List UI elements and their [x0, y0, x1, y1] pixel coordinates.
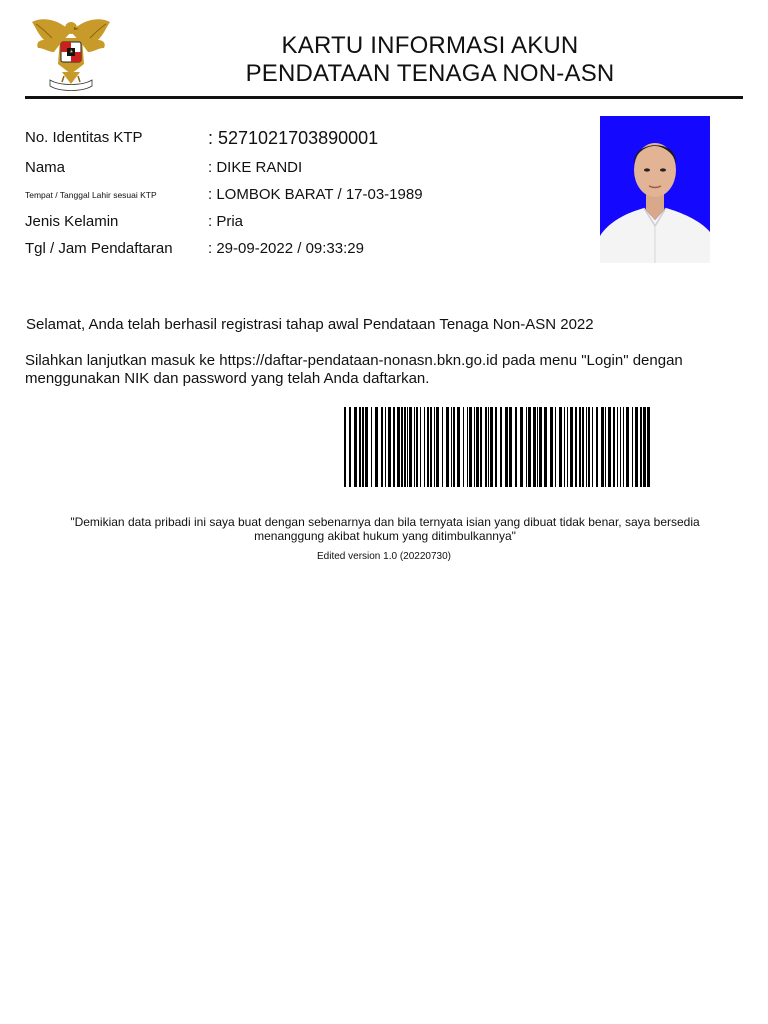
barcode-bar — [474, 407, 475, 487]
barcode-bar — [555, 407, 556, 487]
barcode-bar — [544, 407, 547, 487]
barcode-bar — [526, 407, 527, 487]
barcode-bar — [575, 407, 577, 487]
barcode-bar — [436, 407, 439, 487]
declaration-text: "Demikian data pribadi ini saya buat dengan sebenarnya dan bila ternyata isian yang dibuat tidak benar, saya bersedia menanggung akibat hukum yang ditimbulkannya" — [70, 515, 700, 543]
barcode-bar — [596, 407, 598, 487]
field-row-nama — [25, 157, 585, 179]
barcode-bar — [409, 407, 412, 487]
barcode-bar — [375, 407, 378, 487]
field-label: Tgl / Jam Pendaftaran — [25, 240, 173, 257]
version-text: Edited version 1.0 (20220730) — [317, 551, 451, 562]
page-title — [150, 32, 710, 88]
field-label: Jenis Kelamin — [25, 213, 119, 230]
instruction-message: Silahkan lanjutkan masuk ke https://daftar-pendataan-nonasn.bkn.go.id pada menu "Login" dengan menggunakan NIK dan password yang telah Anda daftarkan. — [25, 352, 683, 387]
barcode-bar — [582, 407, 584, 487]
barcode-bar — [488, 407, 489, 487]
garuda-emblem-icon — [30, 14, 112, 94]
barcode-bar — [463, 407, 464, 487]
barcode-bar — [559, 407, 562, 487]
barcode-bar — [451, 407, 452, 487]
barcode-bar — [401, 407, 403, 487]
barcode-bar — [601, 407, 604, 487]
field-label: No. Identitas KTP — [25, 129, 143, 146]
barcode-bar — [420, 407, 421, 487]
field-label: Nama — [25, 159, 66, 176]
barcode-bar — [509, 407, 512, 487]
barcode-bar — [393, 407, 395, 487]
barcode-bar — [586, 407, 587, 487]
barcode-bar — [407, 407, 408, 487]
field-value: : LOMBOK BARAT / 17-03-1989 — [208, 186, 423, 203]
barcode-bar — [632, 407, 633, 487]
title-line-2: PENDATAAN TENAGA NON-ASN — [245, 60, 615, 87]
barcode-bar — [385, 407, 386, 487]
barcode-bar — [635, 407, 638, 487]
barcode-bar — [480, 407, 482, 487]
barcode-bar — [453, 407, 455, 487]
barcode-bar — [620, 407, 621, 487]
field-row-jenis-kelamin — [25, 211, 585, 233]
profile-photo — [600, 116, 710, 263]
barcode-bar — [457, 407, 460, 487]
barcode-bar — [592, 407, 593, 487]
barcode-bar — [640, 407, 642, 487]
barcode-bar — [381, 407, 383, 487]
barcode-bar — [349, 407, 351, 487]
barcode-bar — [485, 407, 487, 487]
barcode-icon — [344, 407, 652, 487]
barcode-bar — [626, 407, 629, 487]
barcode-bar — [388, 407, 391, 487]
barcode-bar — [613, 407, 615, 487]
barcode-bar — [354, 407, 357, 487]
barcode-bar — [605, 407, 606, 487]
barcode-bar — [515, 407, 517, 487]
barcode-bar — [520, 407, 523, 487]
barcode-bar — [442, 407, 443, 487]
barcode-bar — [404, 407, 406, 487]
barcode-bar — [365, 407, 368, 487]
barcode-bar — [371, 407, 372, 487]
barcode-bar — [623, 407, 624, 487]
barcode-bar — [533, 407, 536, 487]
title-line-1: KARTU INFORMASI AKUN — [281, 32, 579, 59]
barcode-bar — [446, 407, 449, 487]
barcode-bar — [467, 407, 468, 487]
barcode-bar — [500, 407, 502, 487]
barcode-bar — [359, 407, 361, 487]
barcode-bar — [550, 407, 553, 487]
barcode-bar — [344, 407, 346, 487]
field-row-ttl — [25, 184, 585, 206]
success-message: Selamat, Anda telah berhasil registrasi tahap awal Pendataan Tenaga Non-ASN 2022 — [26, 316, 594, 333]
barcode-bar — [643, 407, 646, 487]
field-value: : 29-09-2022 / 09:33:29 — [208, 240, 364, 257]
barcode-bar — [414, 407, 415, 487]
barcode-bar — [434, 407, 435, 487]
header-divider — [25, 96, 743, 99]
barcode-bar — [539, 407, 542, 487]
barcode-bar — [567, 407, 568, 487]
barcode-bar — [579, 407, 581, 487]
barcode-bar — [490, 407, 493, 487]
barcode-bar — [537, 407, 538, 487]
barcode-bar — [528, 407, 531, 487]
barcode-bar — [397, 407, 400, 487]
field-label: Tempat / Tanggal Lahir sesuai KTP — [25, 190, 157, 200]
field-value: : Pria — [208, 213, 244, 230]
field-row-tgl-daftar — [25, 238, 585, 260]
barcode-bar — [427, 407, 429, 487]
field-row-ktp — [25, 127, 585, 149]
barcode-bar — [570, 407, 573, 487]
barcode-bar — [617, 407, 618, 487]
barcode-bar — [608, 407, 611, 487]
barcode-bar — [564, 407, 565, 487]
field-value: : 5271021703890001 — [208, 128, 379, 148]
barcode-bar — [416, 407, 418, 487]
barcode-bar — [505, 407, 508, 487]
barcode-bar — [424, 407, 425, 487]
barcode-bar — [476, 407, 479, 487]
barcode-bar — [362, 407, 364, 487]
barcode-bar — [469, 407, 472, 487]
barcode-bar — [430, 407, 432, 487]
barcode-bar — [495, 407, 497, 487]
barcode-bar — [647, 407, 650, 487]
barcode-bar — [588, 407, 590, 487]
field-value: : DIKE RANDI — [208, 159, 303, 176]
